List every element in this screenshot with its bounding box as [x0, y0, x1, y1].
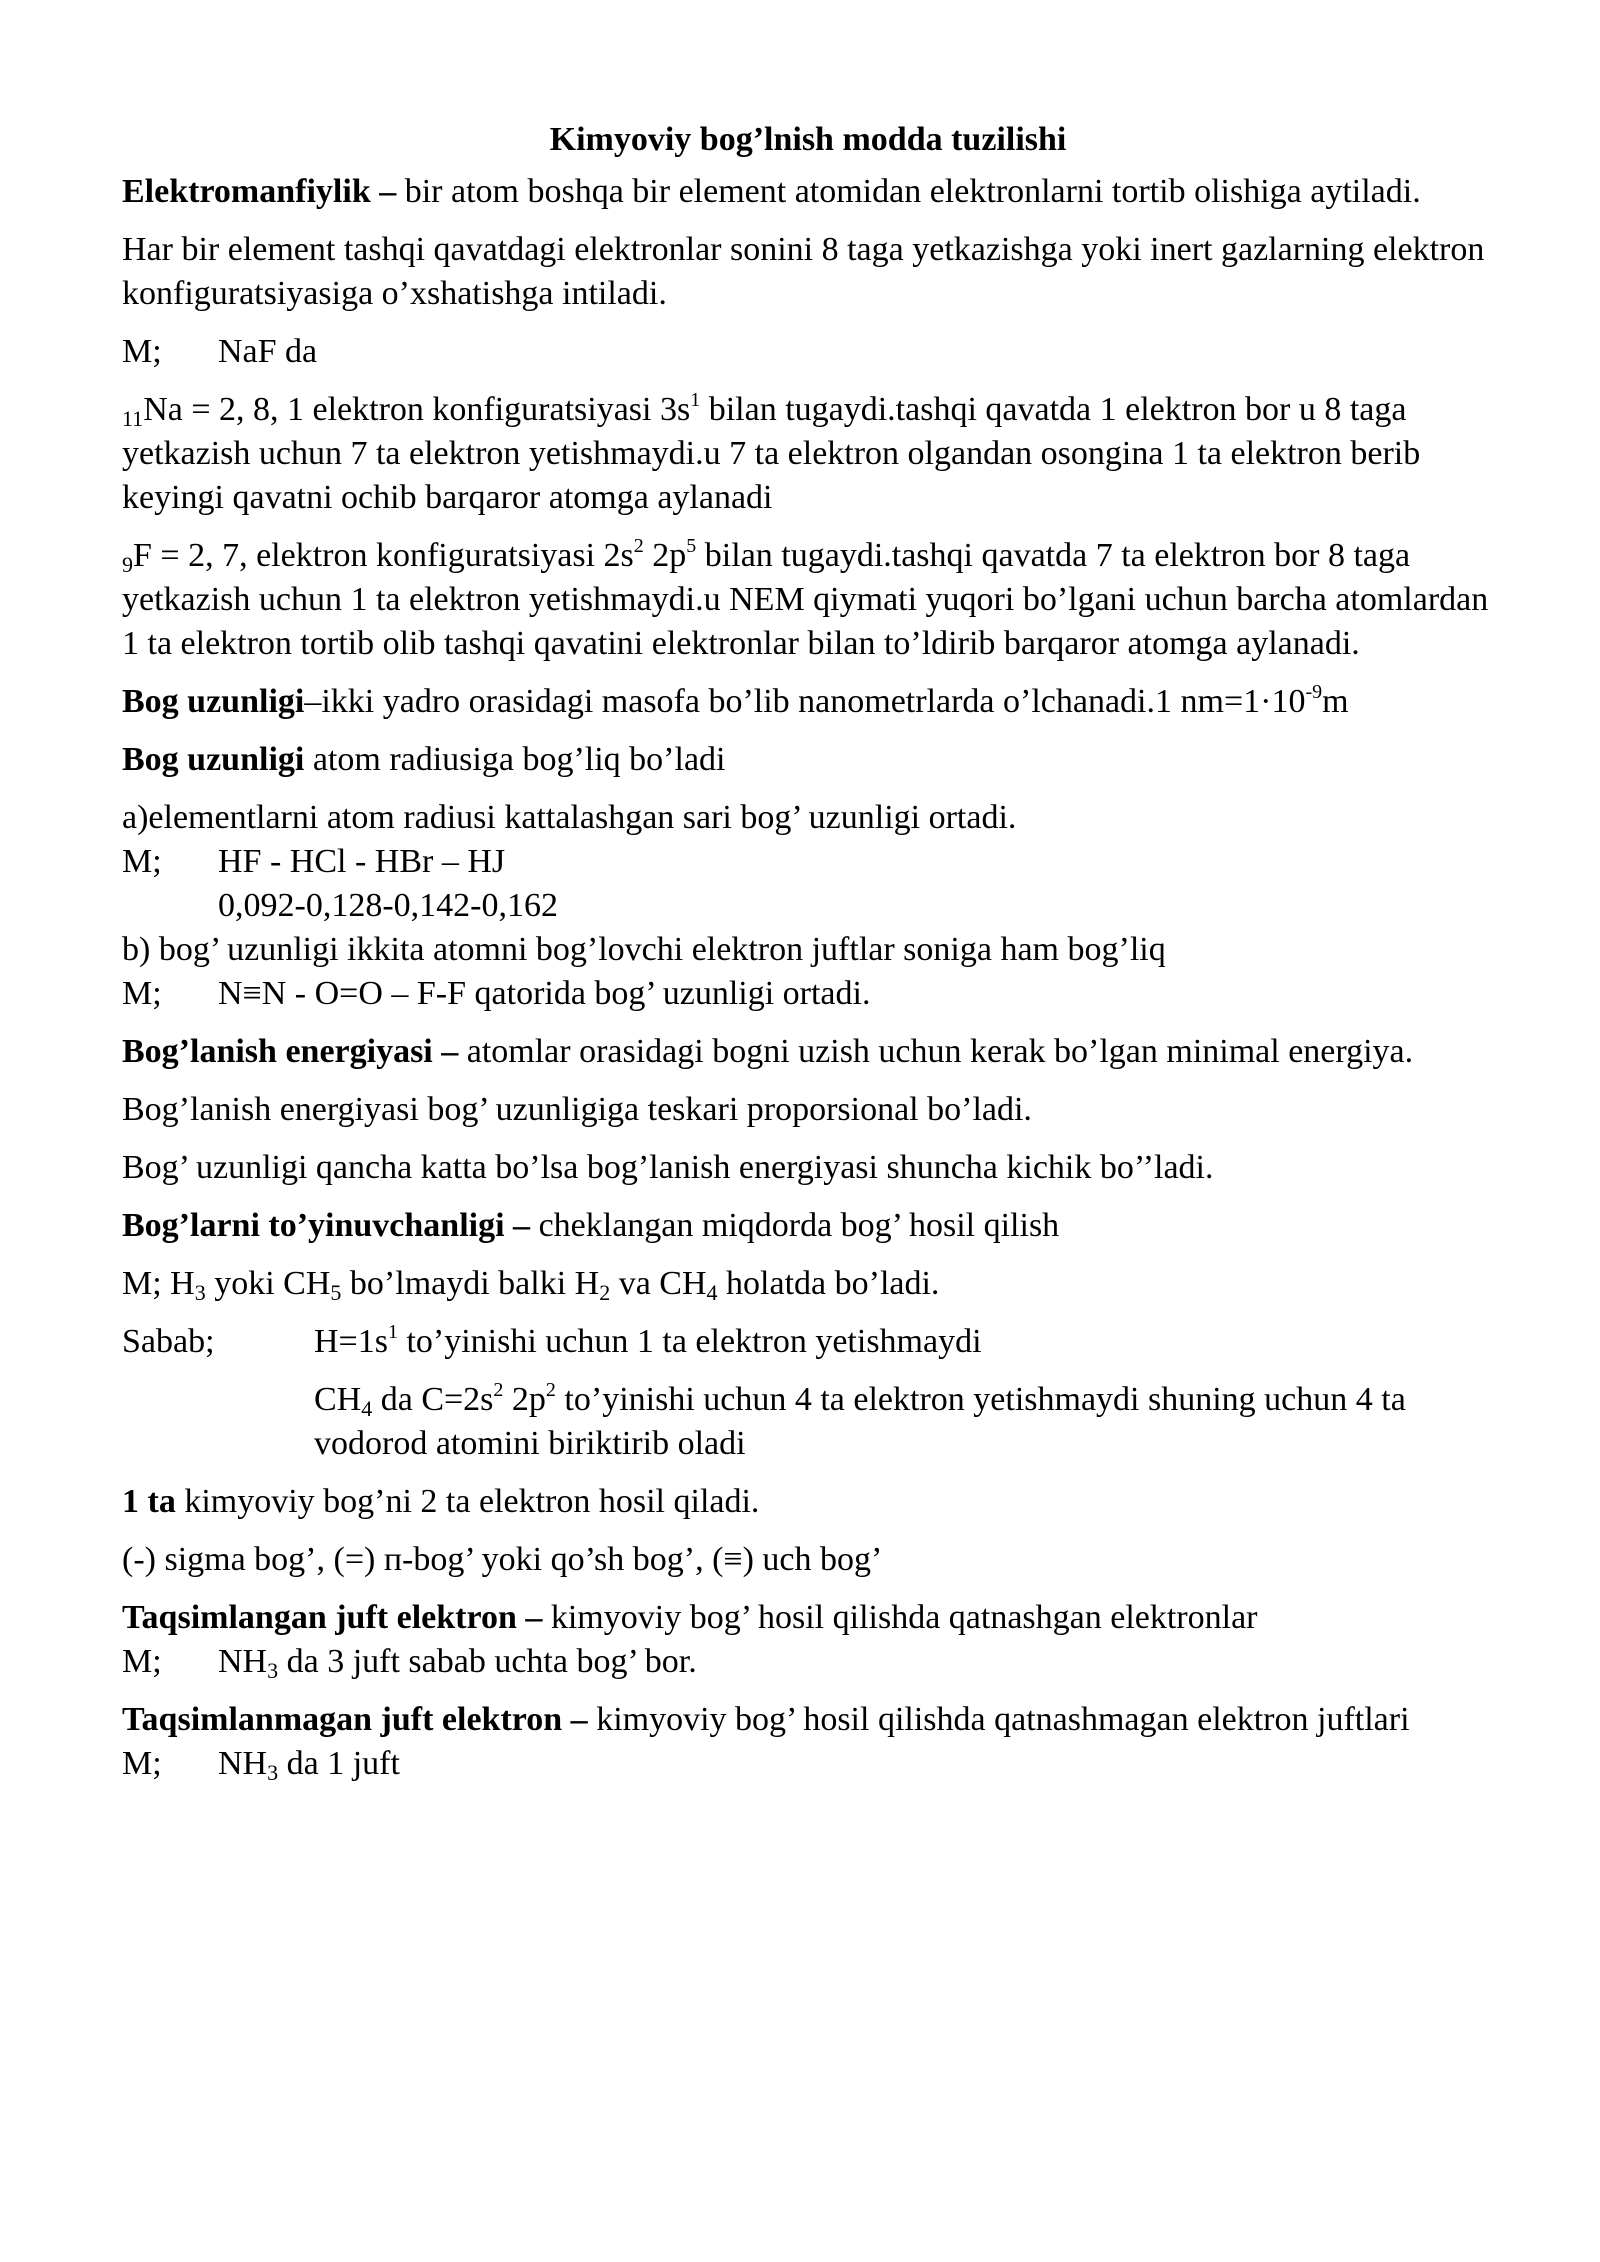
- term: Bog uzunligi: [122, 683, 305, 720]
- superscript: 2: [633, 535, 644, 557]
- text-segment: da 3 juft sabab uchta bog’ bor.: [278, 1643, 697, 1680]
- reason-line-hydrogen: [314, 1320, 1494, 1364]
- example-marker: M;: [122, 843, 162, 880]
- text-segment: M; H: [122, 1265, 195, 1302]
- text-segment: da C=2s: [372, 1381, 494, 1418]
- text-segment: bilan tugaydi.tashqi qavatda 7 ta elektron bor 8 taga yetkazish uchun 1 ta elektron yetishmaydi.u NEM qiymati yuqori bo’lgani uchun barcha atomlardan 1 ta elektron tortib olib tashqi qavatini elektronlar bilan to’ldirib barqaror atomga aylanadi.: [122, 537, 1489, 662]
- term: Taqsimlanmagan juft elektron –: [122, 1701, 588, 1738]
- subscript: 4: [706, 1280, 718, 1305]
- paragraph-bond-length-radius: [122, 738, 1494, 782]
- paragraph-saturation: [122, 1204, 1494, 1248]
- subscript: 3: [267, 1760, 279, 1785]
- subscript: 4: [361, 1396, 373, 1421]
- example-marker: M;: [122, 333, 162, 370]
- term: Bog’lanish energiyasi –: [122, 1033, 459, 1070]
- definition: bir atom boshqa bir element atomidan elektronlarni tortib olishiga aytiladi.: [396, 173, 1421, 210]
- subscript: 2: [599, 1280, 611, 1305]
- text-segment: H=1s: [314, 1323, 388, 1360]
- reason-label: Sabab;: [122, 1323, 215, 1360]
- paragraph-electronegativity: [122, 170, 1494, 214]
- example-marker: M;: [122, 1643, 162, 1680]
- paragraph-octet-rule: Har bir element tashqi qavatdagi elektronlar sonini 8 taga yetkazishga yoki inert gazlarning elektron konfiguratsiyasiga o’xshatishga intiladi.: [122, 231, 1485, 312]
- paragraph-rule-a: a)elementlarni atom radiusi kattalashgan sari bog’ uzunligi ortadi.: [122, 799, 1017, 836]
- superscript: 1: [387, 1321, 398, 1343]
- definition: atomlar orasidagi bogni uzish uchun kerak bo’lgan minimal energiya.: [458, 1033, 1414, 1070]
- example-nh3-lone: [122, 1742, 1494, 1786]
- definition: –ikki yadro orasidagi masofa bo’lib nanometrlarda o’lchanadi.1 nm=1·10: [304, 683, 1306, 720]
- example-halides: [122, 840, 1494, 884]
- atomic-number: 9: [122, 552, 133, 577]
- paragraph-shared-pair: [122, 1596, 1494, 1640]
- reason-block: [122, 1320, 1494, 1466]
- superscript: 1: [690, 389, 701, 411]
- example-values: 0,092-0,128-0,142-0,162: [218, 887, 558, 924]
- text-segment: va CH: [610, 1265, 707, 1302]
- text-segment: to’yinishi uchun 1 ta elektron yetishmaydi: [397, 1323, 982, 1360]
- term: Bog uzunligi: [122, 741, 305, 778]
- text-segment: CH: [314, 1381, 362, 1418]
- example-bonds: [122, 972, 1494, 1016]
- superscript: 2: [493, 1379, 504, 1401]
- definition: kimyoviy bog’ni 2 ta elektron hosil qiladi.: [175, 1483, 760, 1520]
- term: Bog’larni to’yinuvchanligi –: [122, 1207, 531, 1244]
- paragraph-energy-length: Bog’ uzunligi qancha katta bo’lsa bog’lanish energiyasi shuncha kichik bo’’ladi.: [122, 1149, 1214, 1186]
- example-nh3-shared: [122, 1640, 1494, 1684]
- term: Elektromanfiylik –: [122, 173, 397, 210]
- text-segment: to’yinishi uchun 4 ta elektron yetishmaydi shuning uchun 4 ta vodorod atomini biriktirib oladi: [314, 1381, 1406, 1462]
- paragraph-sodium: [122, 388, 1494, 520]
- document-page: [122, 118, 1494, 1786]
- paragraph-fluorine: [122, 534, 1494, 666]
- text-segment: bo’lmaydi balki H: [341, 1265, 600, 1302]
- text-segment: holatda bo’ladi.: [717, 1265, 940, 1302]
- example-naf: [122, 330, 1494, 374]
- paragraph-rule-b: b) bog’ uzunligi ikkita atomni bog’lovchi elektron juftlar soniga ham bog’liq: [122, 931, 1166, 968]
- paragraph-one-bond: [122, 1480, 1494, 1524]
- definition: cheklangan miqdorda bog’ hosil qilish: [530, 1207, 1060, 1244]
- term: Taqsimlangan juft elektron –: [122, 1599, 543, 1636]
- paragraph-energy-inverse: Bog’lanish energiyasi bog’ uzunligiga teskari proporsional bo’ladi.: [122, 1091, 1032, 1128]
- paragraph-bond-types: (-) sigma bog’, (=) п-bog’ yoki qo’sh bog’, (≡) uch bog’: [122, 1541, 883, 1578]
- definition: kimyoviy bog’ hosil qilishda qatnashgan elektronlar: [542, 1599, 1258, 1636]
- example-text: HF - HCl - HBr – HJ: [218, 843, 506, 880]
- paragraph-bond-energy: [122, 1030, 1494, 1074]
- subscript: 3: [267, 1658, 279, 1683]
- definition: atom radiusiga bog’liq bo’ladi: [304, 741, 726, 778]
- text-segment: F = 2, 7, elektron konfiguratsiyasi 2s: [133, 537, 634, 574]
- reason-line-methane: [314, 1378, 1494, 1466]
- text-segment: Na = 2, 8, 1 elektron konfiguratsiyasi 3s: [143, 391, 691, 428]
- superscript: 5: [686, 535, 697, 557]
- reason-body: [314, 1320, 1494, 1466]
- text-segment: 2p: [503, 1381, 546, 1418]
- subscript: 3: [194, 1280, 206, 1305]
- term: 1 ta: [122, 1483, 176, 1520]
- text-segment: yoki CH: [205, 1265, 331, 1302]
- document-title: Kimyoviy bog’lnish modda tuzilishi: [549, 121, 1067, 158]
- text-segment: 2p: [643, 537, 687, 574]
- example-marker: M;: [122, 1745, 162, 1782]
- atomic-number: 11: [122, 406, 144, 431]
- example-marker: M;: [122, 975, 162, 1012]
- text-segment: NH: [218, 1745, 268, 1782]
- example-text: N≡N - O=O – F-F qatorida bog’ uzunligi ortadi.: [218, 975, 871, 1012]
- subscript: 5: [330, 1280, 342, 1305]
- paragraph-bond-length: [122, 680, 1494, 724]
- text-segment: da 1 juft: [278, 1745, 400, 1782]
- text-segment: m: [1322, 683, 1349, 720]
- example-text: NaF da: [218, 333, 318, 370]
- superscript: 2: [545, 1379, 556, 1401]
- example-saturation: [122, 1262, 1494, 1306]
- definition: kimyoviy bog’ hosil qilishda qatnashmagan elektron juftlari: [587, 1701, 1410, 1738]
- text-segment: bilan tugaydi.tashqi qavatda 1 elektron bor u 8 taga yetkazish uchun 7 ta elektron yetishmaydi.u 7 ta elektron olgandan osongina 1 ta elektron berib keyingi qavatni ochib barqaror atomga aylanadi: [122, 391, 1421, 516]
- superscript: -9: [1305, 681, 1323, 703]
- text-segment: NH: [218, 1643, 268, 1680]
- paragraph-lone-pair: [122, 1698, 1494, 1742]
